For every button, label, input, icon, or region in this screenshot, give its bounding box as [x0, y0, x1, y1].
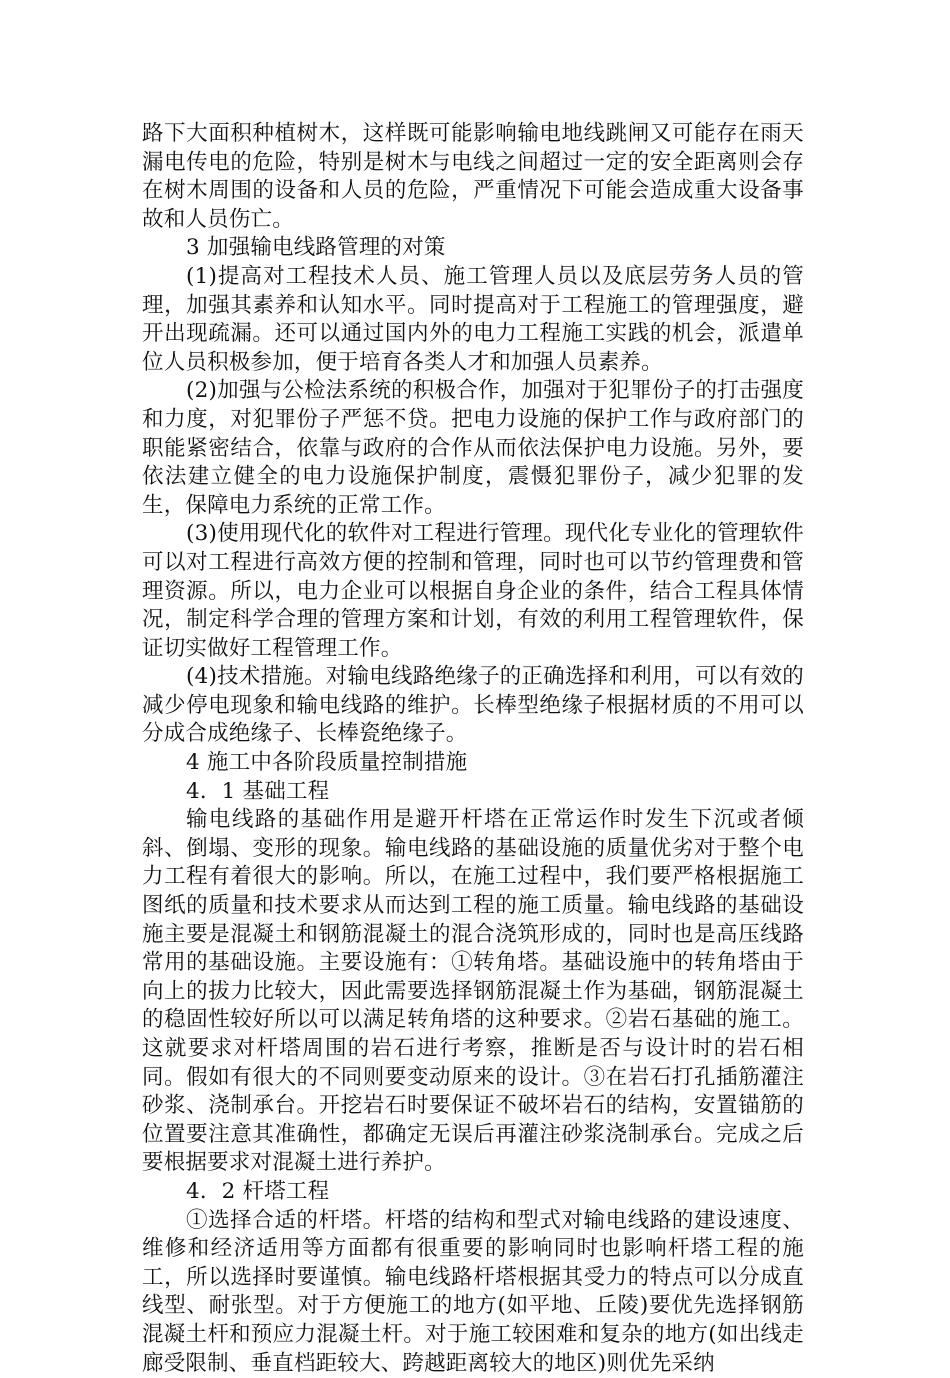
- subsection-heading-4-1: 4．1 基础工程: [186, 778, 330, 804]
- paragraph-measure-3: (3)使用现代化的软件对工程进行管理。现代化专业化的管理软件可以对工程进行高效方便的控制和管理，同时也可以节约管理费和管理资源。所以，电力企业可以根据自身企业的条件，结合工程具体情况，制定科学合理的管理方案和计划，有效的利用工程管理软件，保证切实做好工程管理工作。: [142, 521, 804, 661]
- paragraph-foundation: 输电线路的基础作用是避开杆塔在正常运作时发生下沉或者倾斜、倒塌、变形的现象。输电线路的基础设施的质量优劣对于整个电力工程有着很大的影响。所以，在施工过程中，我们要严格根据施工图纸的质量和技术要求从而达到工程的施工质量。输电线路的基础设施主要是混凝土和钢筋混凝土的混合浇筑形成的，同时也是高压线路常用的基础设施。主要设施有：①转角塔。基础设施中的转角塔由于向上的拔力比较大，因此需要选择钢筋混凝土作为基础，钢筋混凝土的稳固性较好所以可以满足转角塔的这种要求。②岩石基础的施工。这就要求对杆塔周围的岩石进行考察，推断是否与设计时的岩石相同。假如有很大的不同则要变动原来的设计。③在岩石打孔插筋灌注砂浆、浇制承台。开挖岩石时要保证不破坏岩石的结构，安置锚筋的位置要注意其准确性，都确定无误后再灌注砂浆浇制承台。完成之后要根据要求对混凝土进行养护。: [142, 807, 804, 1176]
- paragraph-measure-1: (1)提高对工程技术人员、施工管理人员以及底层劳务人员的管理，加强其素养和认知水平。同时提高对于工程施工的管理强度，避开出现疏漏。还可以通过国内外的电力工程施工实践的机会，派遣单位人员积极参加，便于培育各类人才和加强人员素养。: [142, 263, 804, 375]
- document-page: [142, 120, 804, 1378]
- subsection-heading-4-2: 4．2 杆塔工程: [186, 1178, 330, 1204]
- section-heading-4: 4 施工中各阶段质量控制措施: [186, 750, 468, 776]
- paragraph-continued: 路下大面积种植树木，这样既可能影响输电地线跳闸又可能存在雨天漏电传电的危险，特别是树木与电线之间超过一定的安全距离则会存在树木周围的设备和人员的危险，严重情况下可能会造成重大设备事故和人员伤亡。: [142, 121, 804, 232]
- section-heading-3: 3 加强输电线路管理的对策: [186, 235, 446, 261]
- paragraph-measure-2: (2)加强与公检法系统的积极合作，加强对于犯罪份子的打击强度和力度，对犯罪份子严惩不贷。把电力设施的保护工作与政府部门的职能紧密结合，依靠与政府的合作从而依法保护电力设施。另外，要依法建立健全的电力设施保护制度，震慑犯罪份子，减少犯罪的发生，保障电力系统的正常工作。: [142, 378, 804, 518]
- paragraph-tower: ①选择合适的杆塔。杆塔的结构和型式对输电线路的建设速度、维修和经济适用等方面都有很重要的影响同时也影响杆塔工程的施工，所以选择时要谨慎。输电线路杆塔根据其受力的特点可以分成直线型、耐张型。对于方便施工的地方(如平地、丘陵)要优先选择钢筋混凝土杆和预应力混凝土杆。对于施工较困难和复杂的地方(如出线走廊受限制、垂直档距较大、跨越距离较大的地区)则优先采纳: [142, 1207, 804, 1376]
- paragraph-measure-4: (4)技术措施。对输电线路绝缘子的正确选择和利用，可以有效的减少停电现象和输电线路的维护。长棒型绝缘子根据材质的不用可以分成合成绝缘子、长棒瓷绝缘子。: [142, 664, 804, 747]
